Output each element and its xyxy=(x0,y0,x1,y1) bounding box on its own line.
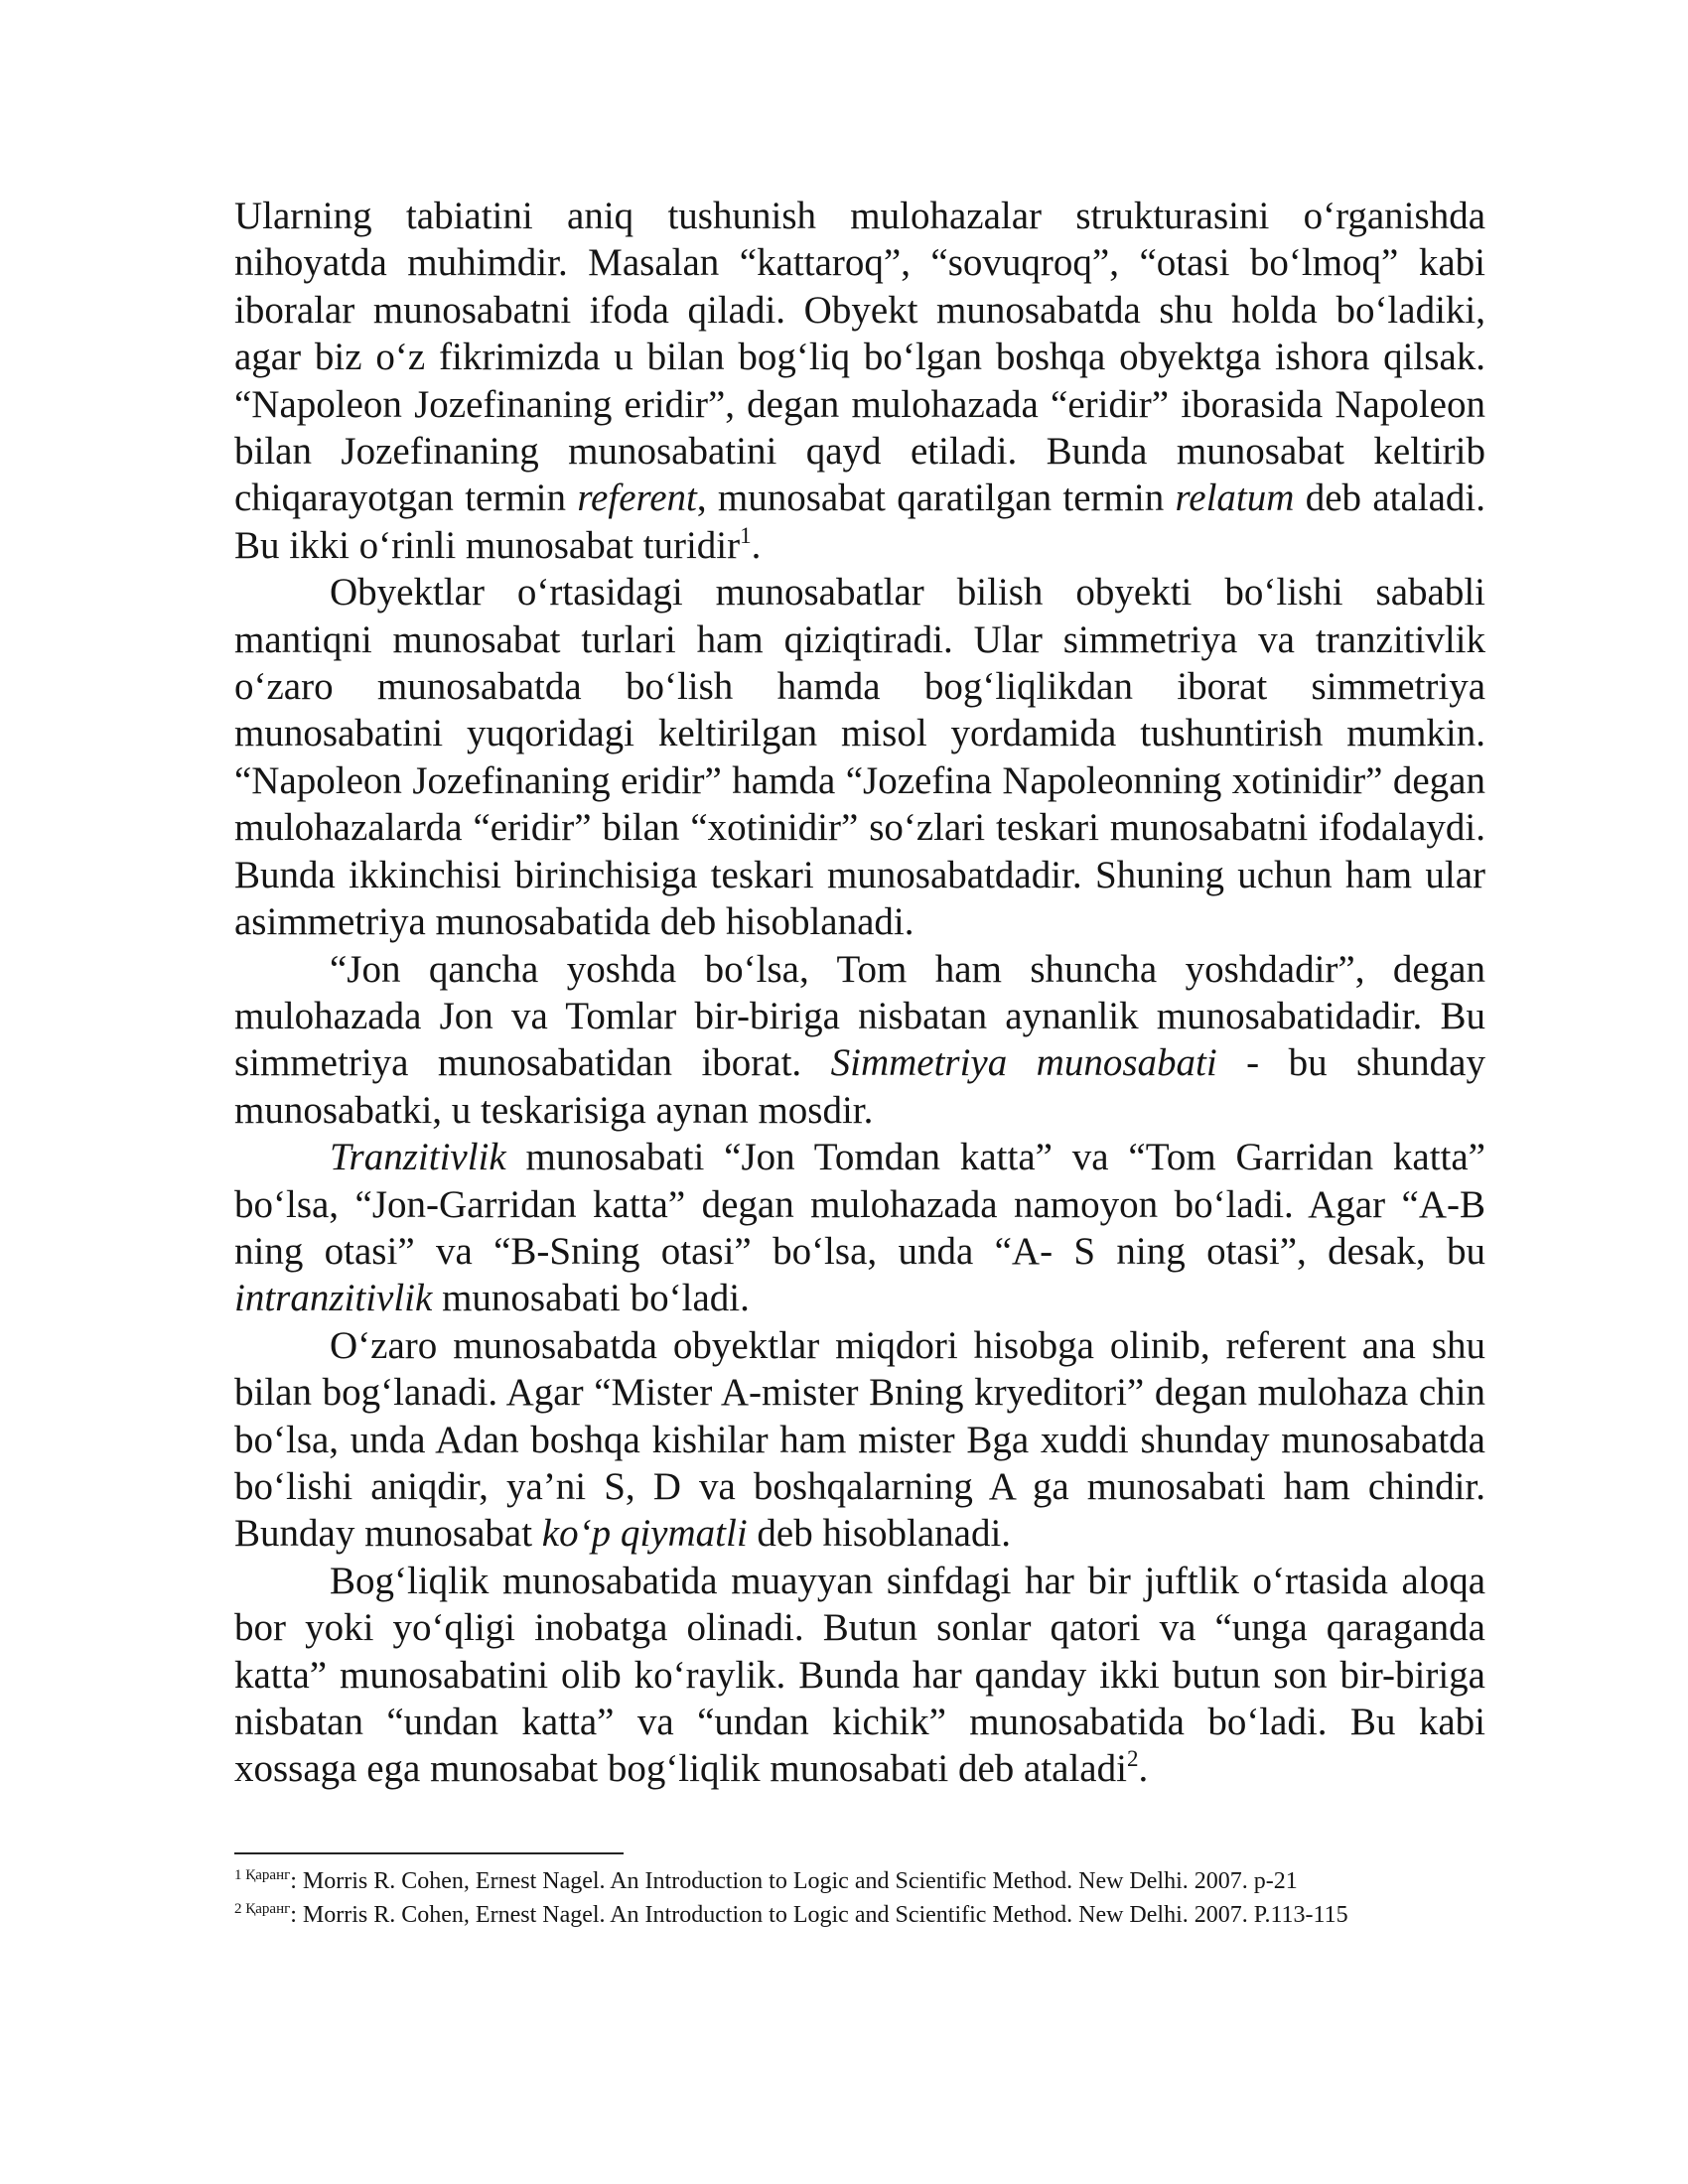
footnote-mark: 1 Қаранг xyxy=(234,1867,291,1883)
text-run: , munosabat qaratilgan termin xyxy=(696,477,1176,520)
footnote-ref: 1 xyxy=(740,522,752,548)
footnote xyxy=(234,1898,1485,1932)
text-run: Bog‘liqlik munosabatida muayyan sinfdagi har bir juftlik o‘rtasida aloqa bor yoki yo‘qligi inobatga olinadi. Butun sonlar qatori va “unga qaraganda katta” munosabatini olib ko‘raylik. Bunda har qanday ikki butun son bir-biriga nisbatan “undan katta” va “undan kichik” munosabatida bo‘ladi. Bu kabi xossaga ega munosabat bog‘liqlik munosabati deb ataladi xyxy=(234,1559,1485,1791)
paragraph xyxy=(234,193,1485,569)
text-run: . xyxy=(751,523,762,567)
italic-term: intranzitivlik xyxy=(234,1277,433,1320)
text-run: deb hisoblanadi. xyxy=(747,1512,1012,1556)
text-run: Obyektlar o‘rtasidagi munosabatlar bilish obyekti bo‘lishi sababli mantiqni munosabat turlari ham qiziqtiradi. Ular simmetriya va tranzitivlik o‘zaro munosabatda bo‘lish hamda bog‘liqlikdan iborat simmetriya munosabatini yuqoridagi keltirilgan misol yordamida tushuntirish mumkin. “Napoleon Jozefinaning eridir” hamda “Jozefina Napoleonning xotinidir” degan mulohazalarda “eridir” bilan “xotinidir” so‘zlari teskari munosabatni ifodalaydi. Bunda ikkinchisi birinchisiga teskari munosabatdadir. Shuning uchun ham ular asimmetriya munosabatida deb hisoblanadi. xyxy=(234,571,1485,944)
text-run: deb ataladi. Bu ikki o‘rinli munosabat turidir xyxy=(234,477,1486,567)
paragraph xyxy=(234,1134,1485,1322)
page-body xyxy=(234,193,1485,1793)
paragraph xyxy=(234,569,1485,945)
footnote-separator xyxy=(234,1852,624,1854)
italic-term: ko‘p qiymatli xyxy=(541,1512,748,1556)
footnote-ref: 2 xyxy=(1126,1746,1139,1772)
footnote-text: : Morris R. Cohen, Ernest Nagel. An Introduction to Logic and Scientific Method. New Delhi. 2007. P.113-115 xyxy=(290,1902,1348,1928)
italic-term: Tranzitivlik xyxy=(330,1136,506,1179)
italic-term: relatum xyxy=(1175,477,1295,520)
footnote-mark: 2 Қаранг xyxy=(234,1901,291,1917)
paragraph xyxy=(234,946,1485,1135)
paragraph xyxy=(234,1558,1485,1793)
text-run: . xyxy=(1138,1747,1149,1791)
text-run: - bu shunday munosabatki, u teskarisiga aynan mosdir. xyxy=(234,1041,1485,1132)
italic-term: Simmetriya munosabati xyxy=(830,1041,1217,1085)
italic-term: referent xyxy=(577,477,697,520)
text-run: munosabati “Jon Tomdan katta” va “Tom Garridan katta” bo‘lsa, “Jon-Garridan katta” degan mulohazada namoyon bo‘ladi. Agar “A-B ning otasi” va “B-Sning otasi” bo‘lsa, unda “A- S ning otasi”, desak, bu xyxy=(234,1136,1485,1273)
footnote xyxy=(234,1864,1485,1898)
paragraph xyxy=(234,1322,1485,1558)
text-run: “Jon qancha yoshda bo‘lsa, Tom ham shuncha yoshdadir”, degan mulohazada Jon va Tomlar bir-biriga nisbatan aynanlik munosabatidadir. Bu simmetriya munosabatidan iborat. xyxy=(234,947,1485,1085)
footnote-text: : Morris R. Cohen, Ernest Nagel. An Introduction to Logic and Scientific Method. New Delhi. 2007. p-21 xyxy=(290,1868,1298,1894)
text-run: O‘zaro munosabatda obyektlar miqdori hisobga olinib, referent ana shu bilan bog‘lanadi. Agar “Mister A-mister Bning kryeditori” degan mulohaza chin bo‘lsa, unda Adan boshqa kishilar ham mister Bga xuddi shunday munosabatda bo‘lishi aniqdir, ya’ni S, D va boshqalarning A ga munosabati ham chindir. Bunday munosabat xyxy=(234,1323,1485,1556)
text-run: munosabati bo‘ladi. xyxy=(432,1277,750,1320)
text-run: Ularning tabiatini aniq tushunish mulohazalar strukturasini o‘rganishda nihoyatda muhimdir. Masalan “kattaroq”, “sovuqroq”, “otasi bo‘lmoq” kabi iboralar munosabatni ifoda qiladi. Obyekt munosabatda shu holda bo‘ladiki, agar biz o‘z fikrimizda u bilan bog‘liq bo‘lgan boshqa obyektga ishora qilsak. “Napoleon Jozefinaning eridir”, degan mulohazada “eridir” iborasida Napoleon bilan Jozefinaning munosabatini qayd etiladi. Bunda munosabat keltirib chiqarayotgan termin xyxy=(234,195,1485,520)
footnotes xyxy=(234,1864,1485,1932)
